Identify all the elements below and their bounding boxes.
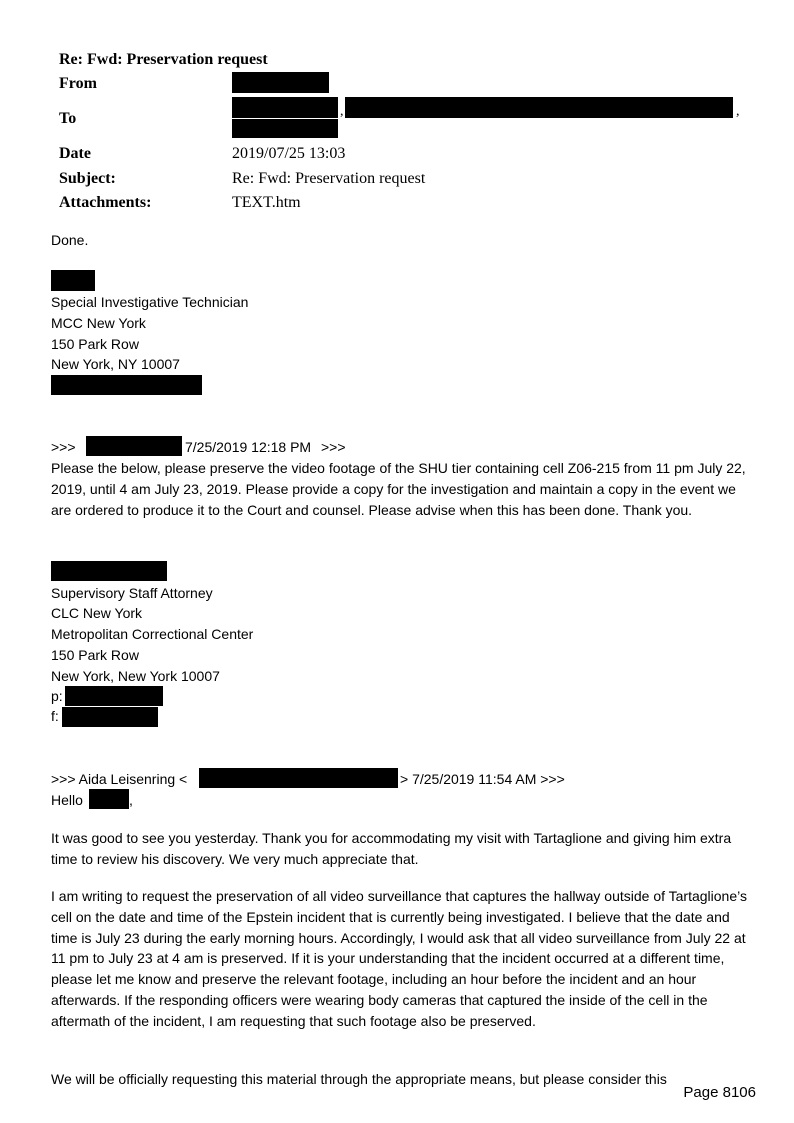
redaction-quote1-sender xyxy=(86,436,182,456)
quote1-date-time: 7/25/2019 12:18 PM xyxy=(185,439,312,455)
quote2-prefix: >>> Aida Leisenring < xyxy=(51,771,188,787)
to-separator-1: , xyxy=(340,104,344,119)
to-label: To xyxy=(59,110,77,127)
email-title: Re: Fwd: Preservation request xyxy=(59,51,268,68)
redaction-contact xyxy=(51,375,202,395)
signature-line: 150 Park Row xyxy=(51,647,139,663)
signature-line: Special Investigative Technician xyxy=(51,294,249,310)
page-number: Page 8106 xyxy=(683,1084,756,1101)
quote2-paragraph-3: We will be officially requesting this material through the appropriate means, but please consider this xyxy=(51,1071,667,1087)
redaction-quote1-name xyxy=(51,561,167,581)
redaction-from xyxy=(232,72,329,93)
signature-line: New York, New York 10007 xyxy=(51,668,220,684)
redaction-to-3 xyxy=(232,119,338,138)
redaction-to-1 xyxy=(232,97,338,118)
reply-text: Done. xyxy=(51,232,89,248)
attachment-link[interactable]: TEXT.htm xyxy=(232,194,301,211)
greeting-hello: Hello xyxy=(51,792,83,808)
attachments-label: Attachments: xyxy=(59,194,152,211)
redaction-phone xyxy=(65,686,163,706)
signature-line: MCC New York xyxy=(51,315,146,331)
date-value: 2019/07/25 13:03 xyxy=(232,145,346,162)
redaction-to-2 xyxy=(345,97,733,118)
redaction-sender-name xyxy=(51,270,95,291)
signature-line: 150 Park Row xyxy=(51,336,139,352)
quote1-suffix: >>> xyxy=(321,439,346,455)
redaction-email-address xyxy=(199,768,398,788)
quote2-paragraph-2: I am writing to request the preservation of all video surveillance that captures the hallway outside of Tartaglione’s cell on the date and time of the Epstein incident that is currently being investigated. I believe that the date and time is July 23 during the early morning hours. Accordingly, I would ask that all video surveillance from July 22 at 11 pm to July 23 at 4 am is preserved. If it is your understanding that the incident occurred at a different time, please let me know and preserve the relevant footage, including an hour before the incident and an hour afterwards. If the responding officers were wearing body cameras that captured the inside of the cell in the aftermath of the incident, I am requesting that such footage also be preserved. xyxy=(51,888,747,1029)
to-separator-2: , xyxy=(736,104,740,119)
quote-prefix: >>> xyxy=(51,439,76,455)
date-label: Date xyxy=(59,145,91,162)
signature-line: CLC New York xyxy=(51,605,143,621)
phone-label: p: xyxy=(51,688,63,704)
from-label: From xyxy=(59,75,97,92)
signature-line: Metropolitan Correctional Center xyxy=(51,626,254,642)
signature-line: New York, NY 10007 xyxy=(51,356,180,372)
redaction-fax xyxy=(62,707,158,727)
quote1-body: Please the below, please preserve the video footage of the SHU tier containing cell Z06-215 from 11 pm July 22, 2019, until 4 am July 23, 2019. Please provide a copy for the investigation and maintain a copy in the event we are ordered to produce it to the Court and counsel. Please advise when this has been done. Thank you. xyxy=(51,460,746,518)
fax-label: f: xyxy=(51,708,59,724)
redaction-greeting-name xyxy=(89,789,129,809)
signature-line: Supervisory Staff Attorney xyxy=(51,585,213,601)
subject-value: Re: Fwd: Preservation request xyxy=(232,170,426,187)
quote2-paragraph-1: It was good to see you yesterday. Thank you for accommodating my visit with Tartaglione and giving him extra time to review his discovery. We very much appreciate that. xyxy=(51,830,732,867)
subject-label: Subject: xyxy=(59,170,116,187)
quote2-date-time: > 7/25/2019 11:54 AM >>> xyxy=(400,771,565,787)
greeting-comma: , xyxy=(129,792,133,808)
